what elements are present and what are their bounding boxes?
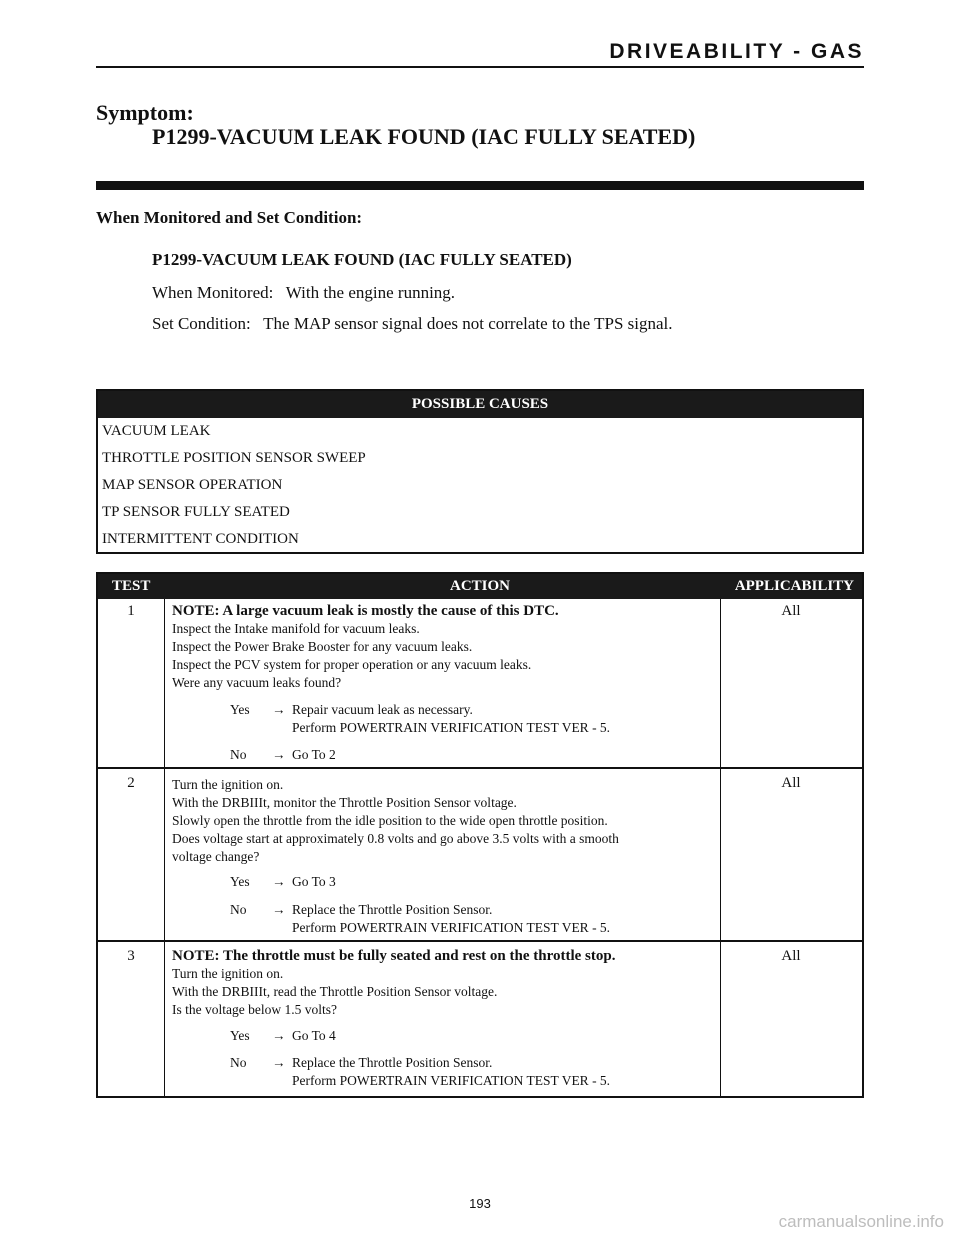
test-step-line: With the DRBIIIt, read the Throttle Position Sensor voltage.: [172, 984, 498, 999]
arrow-icon: →: [272, 874, 286, 889]
test-table: [96, 572, 864, 1098]
cause-item: MAP SENSOR OPERATION: [102, 477, 283, 493]
possible-causes-box: [96, 389, 864, 554]
yes-result: Repair vacuum leak as necessary.: [292, 702, 473, 717]
test-note: NOTE: A large vacuum leak is mostly the cause of this DTC.: [172, 603, 559, 619]
column-divider: [720, 599, 721, 1096]
arrow-icon: →: [272, 747, 286, 762]
watermark: carmanualsonline.info: [778, 1212, 944, 1231]
possible-causes-header: POSSIBLE CAUSES: [98, 391, 862, 418]
test-step-line: With the DRBIIIt, monitor the Throttle Position Sensor voltage.: [172, 795, 517, 810]
yes-label: Yes: [230, 874, 250, 889]
row-divider: [98, 767, 862, 769]
cause-item: THROTTLE POSITION SENSOR SWEEP: [102, 450, 366, 466]
row-divider: [98, 940, 862, 942]
no-label: No: [230, 1055, 247, 1070]
test-number: 3: [127, 948, 135, 964]
no-result-detail: Perform POWERTRAIN VERIFICATION TEST VER - 5.: [292, 920, 611, 935]
header-applicability: APPLICABILITY: [734, 578, 854, 594]
no-label: No: [230, 747, 247, 762]
arrow-icon: →: [272, 1028, 286, 1043]
applicability: All: [781, 775, 801, 791]
arrow-icon: →: [272, 902, 286, 917]
when-monitored-text: When Monitored: With the engine running.: [152, 283, 456, 302]
no-result: Go To 2: [292, 747, 336, 762]
no-result: Replace the Throttle Position Sensor.: [292, 902, 493, 917]
test-step-line: voltage change?: [172, 849, 260, 864]
column-divider: [164, 599, 165, 1096]
applicability: All: [781, 603, 801, 619]
test-table-header: [98, 574, 862, 599]
test-step-line: Turn the ignition on.: [172, 777, 284, 792]
test-step-line: Inspect the Power Brake Booster for any vacuum leaks.: [172, 639, 473, 654]
page-number: 193: [469, 1196, 491, 1211]
test-number: 2: [127, 775, 135, 791]
symptom-label: Symptom:: [96, 100, 194, 125]
yes-result-detail: Perform POWERTRAIN VERIFICATION TEST VER - 5.: [292, 720, 611, 735]
monitored-code: P1299-VACUUM LEAK FOUND (IAC FULLY SEATED): [152, 250, 572, 269]
monitored-heading: When Monitored and Set Condition:: [96, 208, 363, 227]
symptom-title: P1299-VACUUM LEAK FOUND (IAC FULLY SEATED): [152, 124, 696, 149]
cause-item: TP SENSOR FULLY SEATED: [102, 504, 290, 520]
no-result-detail: Perform POWERTRAIN VERIFICATION TEST VER - 5.: [292, 1073, 611, 1088]
yes-result: Go To 3: [292, 874, 336, 889]
arrow-icon: →: [272, 1055, 286, 1070]
section-divider: [96, 181, 864, 190]
test-step-line: Inspect the Intake manifold for vacuum leaks.: [172, 621, 420, 636]
header-rule: [96, 66, 864, 68]
header-test: TEST: [112, 578, 151, 594]
test-step-line: Inspect the PCV system for proper operation or any vacuum leaks.: [172, 657, 532, 672]
applicability: All: [781, 948, 801, 964]
test-step-line: Does voltage start at approximately 0.8 volts and go above 3.5 volts with a smooth: [172, 831, 619, 846]
yes-label: Yes: [230, 702, 250, 717]
yes-result: Go To 4: [292, 1028, 336, 1043]
test-step-line: Turn the ignition on.: [172, 966, 284, 981]
test-step-line: Were any vacuum leaks found?: [172, 675, 342, 690]
test-number: 1: [127, 603, 135, 619]
test-step-line: Is the voltage below 1.5 volts?: [172, 1002, 337, 1017]
no-label: No: [230, 902, 247, 917]
no-result: Replace the Throttle Position Sensor.: [292, 1055, 493, 1070]
test-step-line: Slowly open the throttle from the idle position to the wide open throttle position.: [172, 813, 608, 828]
header-action: ACTION: [449, 578, 510, 594]
test-note: NOTE: The throttle must be fully seated and rest on the throttle stop.: [172, 948, 616, 964]
set-condition-text: Set Condition: The MAP sensor signal does not correlate to the TPS signal.: [152, 314, 673, 333]
yes-label: Yes: [230, 1028, 250, 1043]
page-header-title: DRIVEABILITY - GAS: [609, 40, 864, 63]
arrow-icon: →: [272, 702, 286, 717]
cause-item: INTERMITTENT CONDITION: [102, 531, 299, 547]
cause-item: VACUUM LEAK: [102, 423, 211, 439]
